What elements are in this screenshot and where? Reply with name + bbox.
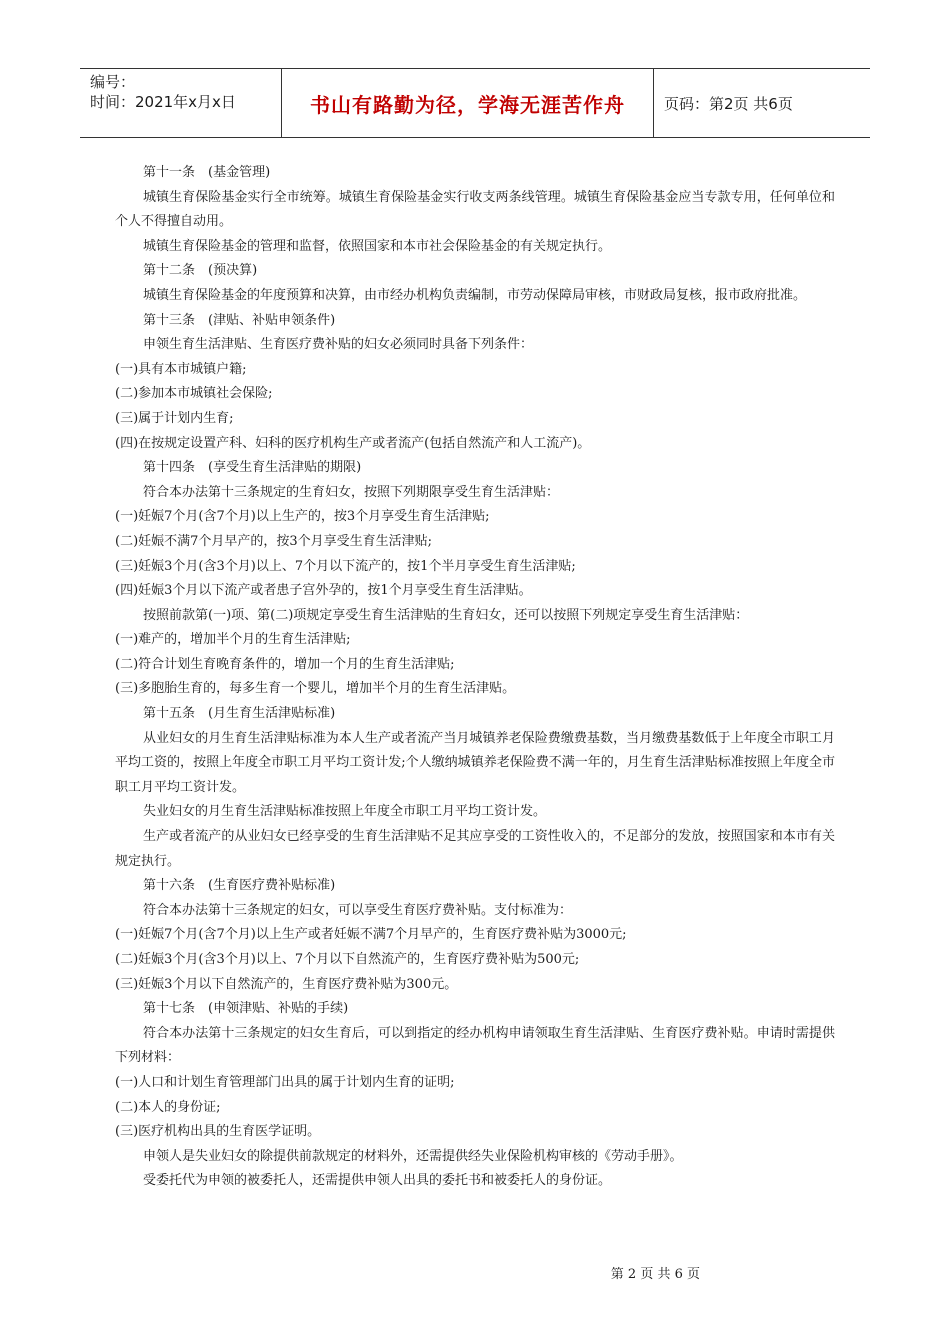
page-footer bbox=[0, 1263, 950, 1282]
paragraph: (四)在按规定设置产科、妇科的医疗机构生产或者流产(包括自然流产和人工流产)。 bbox=[115, 435, 591, 451]
article-heading: 第十三条 (津贴、补贴申领条件) bbox=[143, 312, 336, 328]
paragraph: (一)人口和计划生育管理部门出具的属于计划内生育的证明; bbox=[115, 1074, 455, 1090]
paragraph: 失业妇女的月生育生活津贴标准按照上年度全市职工月平均工资计发。 bbox=[143, 804, 547, 820]
header-motto: 书山有路勤为径，学海无涯苦作舟 bbox=[282, 69, 654, 137]
footer-page-number: 第 2 页 共 6 页 bbox=[610, 1267, 700, 1282]
paragraph: 符合本办法第十三条规定的生育妇女，按照下列期限享受生育生活津贴： bbox=[143, 484, 560, 500]
paragraph: 城镇生育保险基金的管理和监督，依照国家和本市社会保险基金的有关规定执行。 bbox=[143, 238, 612, 254]
paragraph: 城镇生育保险基金的年度预算和决算，由市经办机构负责编制，市劳动保障局审核，市财政局复核，报市政府批准。 bbox=[143, 287, 807, 303]
paragraph: 申领生育生活津贴、生育医疗费补贴的妇女必须同时具备下列条件： bbox=[143, 337, 534, 353]
article-heading: 第十四条 (享受生育生活津贴的期限) bbox=[143, 460, 362, 476]
article-heading: 第十六条 (生育医疗费补贴标准) bbox=[143, 878, 336, 894]
paragraph: (二)符合计划生育晚育条件的，增加一个月的生育生活津贴; bbox=[115, 656, 455, 672]
paragraph: 按照前款第(一)项、第(二)项规定享受生育生活津贴的生育妇女，还可以按照下列规定享受生育生活津贴： bbox=[143, 607, 749, 623]
paragraph: (一)妊娠7个月(含7个月)以上生产或者妊娠不满7个月早产的，生育医疗费补贴为3000元; bbox=[115, 927, 627, 943]
paragraph: (三)医疗机构出具的生育医学证明。 bbox=[115, 1124, 321, 1140]
paragraph: (二)妊娠不满7个月早产的，按3个月享受生育生活津贴; bbox=[115, 533, 433, 549]
paragraph: 从业妇女的月生育生活津贴标准为本人生产或者流产当月城镇养老保险费缴费基数，当月缴费基数低于上年度全市职工月平均工资的，按照上年度全市职工月平均工资计发;个人缴纳城镇养老保险费不满一年的，月生育生活津贴标准按照上年度全市职工月平均工资计发。 bbox=[115, 730, 835, 795]
document-number-label: 编号： bbox=[90, 73, 136, 91]
paragraph: (二)妊娠3个月(含3个月)以上、7个月以下自然流产的，生育医疗费补贴为500元; bbox=[115, 952, 580, 967]
paragraph: (一)难产的，增加半个月的生育生活津贴; bbox=[115, 632, 351, 648]
paragraph: (三)妊娠3个月(含3个月)以上、7个月以下流产的，按1个半月享受生育生活津贴; bbox=[115, 558, 576, 574]
paragraph: (一)妊娠7个月(含7个月)以上生产的，按3个月享受生育生活津贴; bbox=[115, 509, 490, 525]
document-time-label: 时间：2021年x月x日 bbox=[90, 93, 236, 111]
article-heading: 第十一条 (基金管理) bbox=[143, 165, 271, 180]
header-page-label: 页码：第2页 共6页 bbox=[664, 94, 793, 113]
paragraph: 城镇生育保险基金实行全市统筹。城镇生育保险基金实行收支两条线管理。城镇生育保险基金应当专款专用，任何单位和个人不得擅自动用。 bbox=[115, 189, 835, 230]
paragraph: 受委托代为申领的被委托人，还需提供申领人出具的委托书和被委托人的身份证。 bbox=[143, 1173, 612, 1189]
article-heading: 第十五条 (月生育生活津贴标准) bbox=[143, 706, 336, 722]
paragraph: 生产或者流产的从业妇女已经享受的生育生活津贴不足其应享受的工资性收入的，不足部分的发放，按照国家和本市有关规定执行。 bbox=[115, 829, 835, 869]
paragraph: (四)妊娠3个月以下流产或者患子宫外孕的，按1个月享受生育生活津贴。 bbox=[115, 583, 532, 599]
paragraph: (三)多胞胎生育的，每多生育一个婴儿，增加半个月的生育生活津贴。 bbox=[115, 681, 516, 697]
paragraph: (一)具有本市城镇户籍; bbox=[115, 361, 247, 377]
paragraph: 符合本办法第十三条规定的妇女，可以享受生育医疗费补贴。支付标准为： bbox=[143, 902, 573, 918]
paragraph: (二)本人的身份证; bbox=[115, 1099, 221, 1115]
paragraph: (三)妊娠3个月以下自然流产的，生育医疗费补贴为300元。 bbox=[115, 976, 458, 992]
page-header bbox=[80, 68, 870, 138]
document-body bbox=[115, 161, 835, 1194]
paragraph: (三)属于计划内生育; bbox=[115, 410, 234, 426]
paragraph: 符合本办法第十三条规定的妇女生育后，可以到指定的经办机构申请领取生育生活津贴、生育医疗费补贴。申请时需提供下列材料： bbox=[115, 1025, 835, 1066]
paragraph: (二)参加本市城镇社会保险; bbox=[115, 386, 273, 402]
article-heading: 第十二条 (预决算) bbox=[143, 263, 258, 279]
article-heading: 第十七条 (申领津贴、补贴的手续) bbox=[143, 1001, 349, 1017]
header-meta bbox=[80, 69, 282, 137]
paragraph: 申领人是失业妇女的除提供前款规定的材料外，还需提供经失业保险机构审核的《劳动手册》。 bbox=[143, 1148, 683, 1164]
